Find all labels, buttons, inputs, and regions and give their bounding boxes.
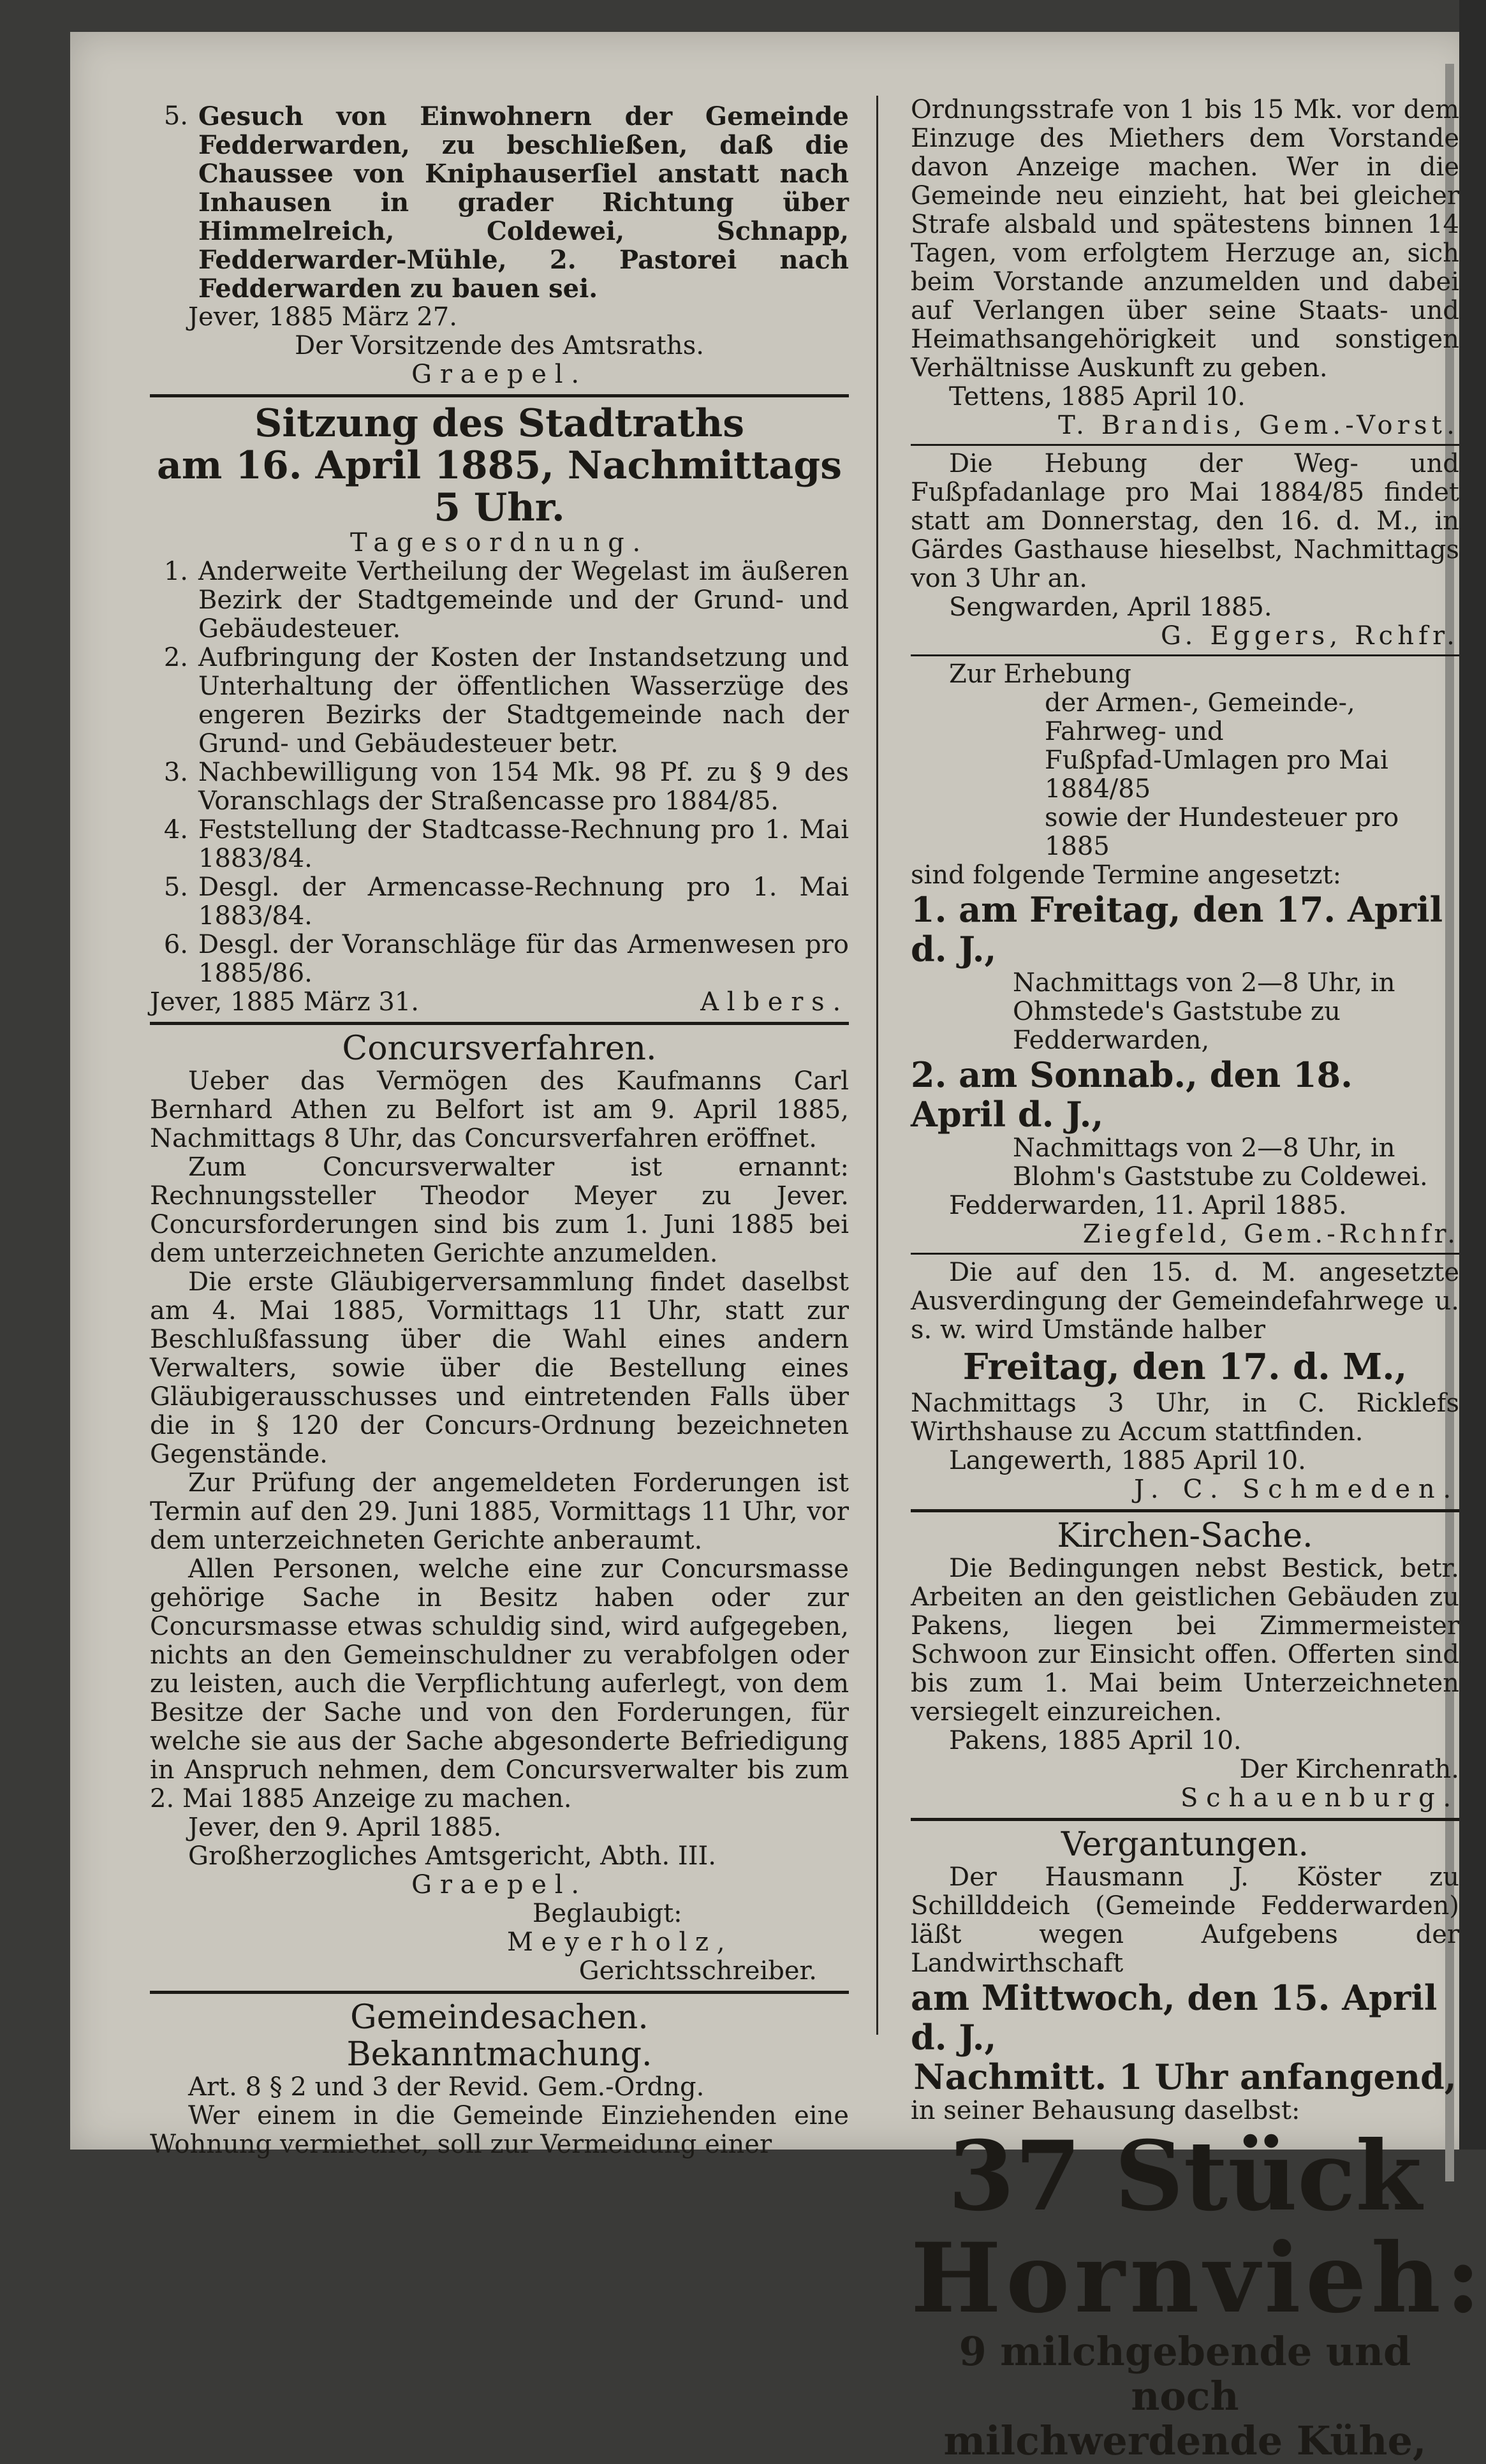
date-heading: Freitag, den 17. d. M., xyxy=(962,1346,1408,1388)
auction-date: am Mittwoch, den 15. April d. J., xyxy=(911,1977,1438,2058)
detail-line: 9 milchgebende und noch xyxy=(959,2328,1411,2419)
paragraph: Ueber das Vermögen des Kaufmanns Carl Bernhard Athen zu Belfort ist am 9. April 1885, Nachmittags 8 Uhr, das Concursverfahren eröffnet. xyxy=(150,1066,849,1153)
paragraph: Zur Prüfung der angemeldeten Forderungen ist Termin auf den 29. Juni 1885, Vormittags 11 Uhr, vor dem unterzeichneten Gerichte anberaumt. xyxy=(150,1468,849,1555)
section-title: Kirchen-Sache. xyxy=(1057,1517,1313,1555)
place-date: Langewerth, 1885 April 10. xyxy=(949,1446,1306,1475)
agenda-item xyxy=(150,557,849,644)
scan-border xyxy=(1459,0,1486,2150)
intro: Zur Erhebung xyxy=(949,660,1131,689)
levy-line: sowie der Hundesteuer pro 1885 xyxy=(1045,803,1399,861)
signer-title: Der Kirchenrath. xyxy=(1239,1755,1459,1784)
sign-row xyxy=(150,988,849,1017)
headline-item: Hornvieh: xyxy=(911,2222,1486,2335)
term-heading: 1. am Freitag, den 17. April d. J., xyxy=(911,889,1443,970)
divider xyxy=(911,1509,1459,1512)
certified-label: Beglaubigt: xyxy=(533,1899,682,1928)
certifier: Meyerholz, xyxy=(507,1928,733,1957)
right-column xyxy=(911,95,1486,2464)
paragraph: Die Bedingungen nebst Bestick, betr. Arbeiten an den geistlichen Gebäuden zu Pakens, liegen bei Zimmermeister Schwoon zur Einsicht offen. Offerten sind bis zum 1. Mai beim Unterzeichneten versiegelt einzureichen. xyxy=(911,1554,1459,1727)
item-text: Gesuch von Einwohnern der Gemeinde Fedderwarden, zu beschließen, daß die Chaussee von Kniphauserſiel anstatt nach Inhausen in grader Richtung über Himmelreich, Coldewei, Schnapp, Fedderwarder-Mühle, 2. Pastorei nach Fedderwarden zu bauen sei. xyxy=(198,101,849,304)
term-heading: 2. am Sonnab., den 18. April d. J., xyxy=(911,1054,1353,1135)
legal-reference: Art. 8 § 2 und 3 der Revid. Gem.-Ordng. xyxy=(188,2072,705,2102)
place-date: Pakens, 1885 April 10. xyxy=(949,1726,1242,1755)
kirchen-notice xyxy=(911,1517,1459,1813)
divider xyxy=(150,1022,849,1025)
agenda-item xyxy=(150,644,849,758)
item-number: 4. xyxy=(163,815,188,845)
paragraph: Wer einem in die Gemeinde Einziehenden eine Wohnung vermiethet, soll zur Vermeidung einer xyxy=(150,2101,849,2159)
auction-time: Nachmitt. 1 Uhr anfangend, xyxy=(913,2056,1457,2097)
divider xyxy=(911,654,1459,656)
amtsrath-notice xyxy=(150,102,849,389)
paragraph: Zum Concursverwalter ist ernannt: Rechnungssteller Theodor Meyer zu Jever. Concursforderungen sind bis zum 1. Juni 1885 bei dem unterzeichneten Gerichte anzumelden. xyxy=(150,1153,849,1268)
item-text: Nachbewilligung von 154 Mk. 98 Pf. zu § 9 des Voranschlags der Straßencasse pro 1884/85. xyxy=(198,758,849,816)
section-title: Concursverfahren. xyxy=(342,1029,657,1068)
item-text: Feststellung der Stadtcasse-Rechnung pro 1. Mai 1883/84. xyxy=(198,815,849,873)
divider xyxy=(150,1991,849,1994)
left-column xyxy=(150,102,849,2159)
section-subtitle: Bekanntmachung. xyxy=(346,2035,652,2074)
signer: Schauenburg. xyxy=(1180,1783,1459,1813)
place-date: Fedderwarden, 11. April 1885. xyxy=(949,1191,1347,1220)
paragraph: Die auf den 15. d. M. angesetzte Ausverdingung der Gemeindefahrwege u. s. w. wird Umstände halber xyxy=(911,1258,1459,1345)
divider xyxy=(911,444,1459,446)
divider xyxy=(911,1818,1459,1821)
certifier-title: Gerichtsschreiber. xyxy=(578,1956,817,1986)
agenda-item xyxy=(150,873,849,931)
signer: T. Brandis, Gem.-Vorst. xyxy=(1058,411,1459,440)
gemeinde-notice xyxy=(150,1999,849,2159)
signer: G. Eggers, Rchfr. xyxy=(1160,621,1459,651)
agenda-item xyxy=(150,931,849,988)
place-date: Tettens, 1885 April 10. xyxy=(949,382,1246,411)
section-title: Vergantungen. xyxy=(1061,1826,1309,1864)
agenda-item xyxy=(150,758,849,816)
divider xyxy=(150,394,849,397)
item-text: Desgl. der Armencasse-Rechnung pro 1. Mai 1883/84. xyxy=(198,873,849,931)
stadtrath-notice xyxy=(150,402,849,1017)
signer-title: Der Vorsitzende des Amtsraths. xyxy=(295,331,704,360)
tettens-notice xyxy=(911,96,1459,440)
paragraph: Die Hebung der Weg- und Fußpfadanlage pro Mai 1884/85 findet statt am Donnerstag, den 16. d. M., in Gärdes Gasthause hieselbst, Nachmittags von 3 Uhr an. xyxy=(911,449,1459,593)
item-text: Aufbringung der Kosten der Instandsetzung und Unterhaltung der öffentlichen Wasserzüge des engeren Bezirks der Stadtgemeinde nach der Grund- und Gebäudesteuer betr. xyxy=(198,643,849,758)
section-subtitle: am 16. April 1885, Nachmittags 5 Uhr. xyxy=(156,443,842,530)
paragraph: Nachmittags 3 Uhr, in C. Ricklefs Wirthshause zu Accum stattfinden. xyxy=(911,1389,1459,1447)
court-name: Großherzogliches Amtsgericht, Abth. III. xyxy=(188,1841,717,1871)
section-title: Sitzung des Stadtraths xyxy=(254,401,744,446)
term-text: Nachmittags von 2—8 Uhr, in Blohm's Gaststube zu Coldewei. xyxy=(1013,1133,1428,1191)
term-text: Nachmittags von 2—8 Uhr, in Ohmstede's Gaststube zu Fedderwarden, xyxy=(1013,968,1395,1055)
item-text: Anderweite Vertheilung der Wegelast im äußeren Bezirk der Stadtgemeinde und der Grund- und Gebäudesteuer. xyxy=(198,557,849,644)
signer: Graepel. xyxy=(411,360,587,389)
item-number: 2. xyxy=(163,643,188,672)
langewerth-notice xyxy=(911,1258,1459,1504)
detail-line: milchwerdende Kühe, xyxy=(943,2417,1427,2464)
paragraph: Ordnungsstrafe von 1 bis 15 Mk. vor dem Einzuge des Miethers dem Vorstande davon Anzeige machen. Wer in die Gemeinde neu einzieht, hat bei gleicher Strafe alsbald und spätestens binnen 14 Tagen, vom erfolgtem Herzuge an, sich beim Vorstande anzumelden und dabei auf Verlangen über seine Staats- und Heimathsangehörigkeit und sonstigen Verhältnisse Auskunft zu geben. xyxy=(911,95,1459,383)
paragraph: Der Hausmann J. Köster zu Schillddeich (Gemeinde Fedderwarden) läßt wegen Aufgebens der Landwirthschaft xyxy=(911,1863,1459,1978)
auction-place: in seiner Behausung daselbst: xyxy=(911,2096,1300,2125)
agenda-item xyxy=(150,102,849,303)
item-number: 1. xyxy=(163,557,188,586)
section-title: Gemeindesachen. xyxy=(350,1998,649,2037)
item-number: 6. xyxy=(163,930,188,959)
paragraph: Die erste Gläubigerversammlung findet daselbst am 4. Mai 1885, Vormittags 11 Uhr, statt zur Beschlußfassung über die Wahl eines andern Verwalters, sowie über die Bestellung eines Gläubigerausschusses und eintretenden Falls über die in § 120 der Concurs-Ordnung bezeichneten Gegenstände. xyxy=(150,1267,849,1469)
place-date: Sengwarden, April 1885. xyxy=(949,593,1272,622)
paragraph: Allen Personen, welche eine zur Concursmasse gehörige Sache in Besitz haben oder zur Concursmasse etwas schuldig sind, wird aufgegeben, nichts an den Gemeinschuldner zu verabfolgen oder zu leisten, auch die Verpflichtung auferlegt, von dem Besitze der Sache und von den Forderungen, für welche sie aus der Sache abgesonderte Befriedigung in Anspruch nehmen, dem Concursverwalter bis zum 2. Mai 1885 Anzeige zu machen. xyxy=(150,1554,849,1813)
signer: Ziegfeld, Gem.-Rchnfr. xyxy=(1082,1220,1459,1249)
place-date: Jever, 1885 März 27. xyxy=(188,302,457,332)
item-number: 5. xyxy=(163,101,188,131)
place-date: Jever, 1885 März 31. xyxy=(150,987,419,1017)
concurs-notice xyxy=(150,1030,849,1986)
fedderwarden-notice xyxy=(911,660,1459,1249)
item-number: 5. xyxy=(163,873,188,902)
headline-count: 37 Stück xyxy=(948,2120,1422,2232)
agenda-item xyxy=(150,816,849,873)
item-number: 3. xyxy=(163,758,188,787)
signer: Albers. xyxy=(700,987,849,1017)
place-date: Jever, den 9. April 1885. xyxy=(188,1813,502,1842)
lead-line: sind folgende Termine angesetzt: xyxy=(911,860,1342,890)
divider xyxy=(911,1253,1459,1255)
levy-line: der Armen-, Gemeinde-, Fahrweg- und xyxy=(1045,688,1355,746)
vergantung-notice xyxy=(911,1826,1486,2464)
levy-line: Fußpfad-Umlagen pro Mai 1884/85 xyxy=(1045,746,1388,804)
sengwarden-notice xyxy=(911,450,1459,651)
agenda-list xyxy=(150,557,849,988)
signer: J. C. Schmeden. xyxy=(1134,1475,1459,1504)
agenda-label: Tagesordnung. xyxy=(349,528,649,557)
item-text: Desgl. der Voranschläge für das Armenwesen pro 1885/86. xyxy=(198,930,849,988)
signer: Graepel. xyxy=(411,1870,587,1900)
column-divider xyxy=(876,96,878,2035)
